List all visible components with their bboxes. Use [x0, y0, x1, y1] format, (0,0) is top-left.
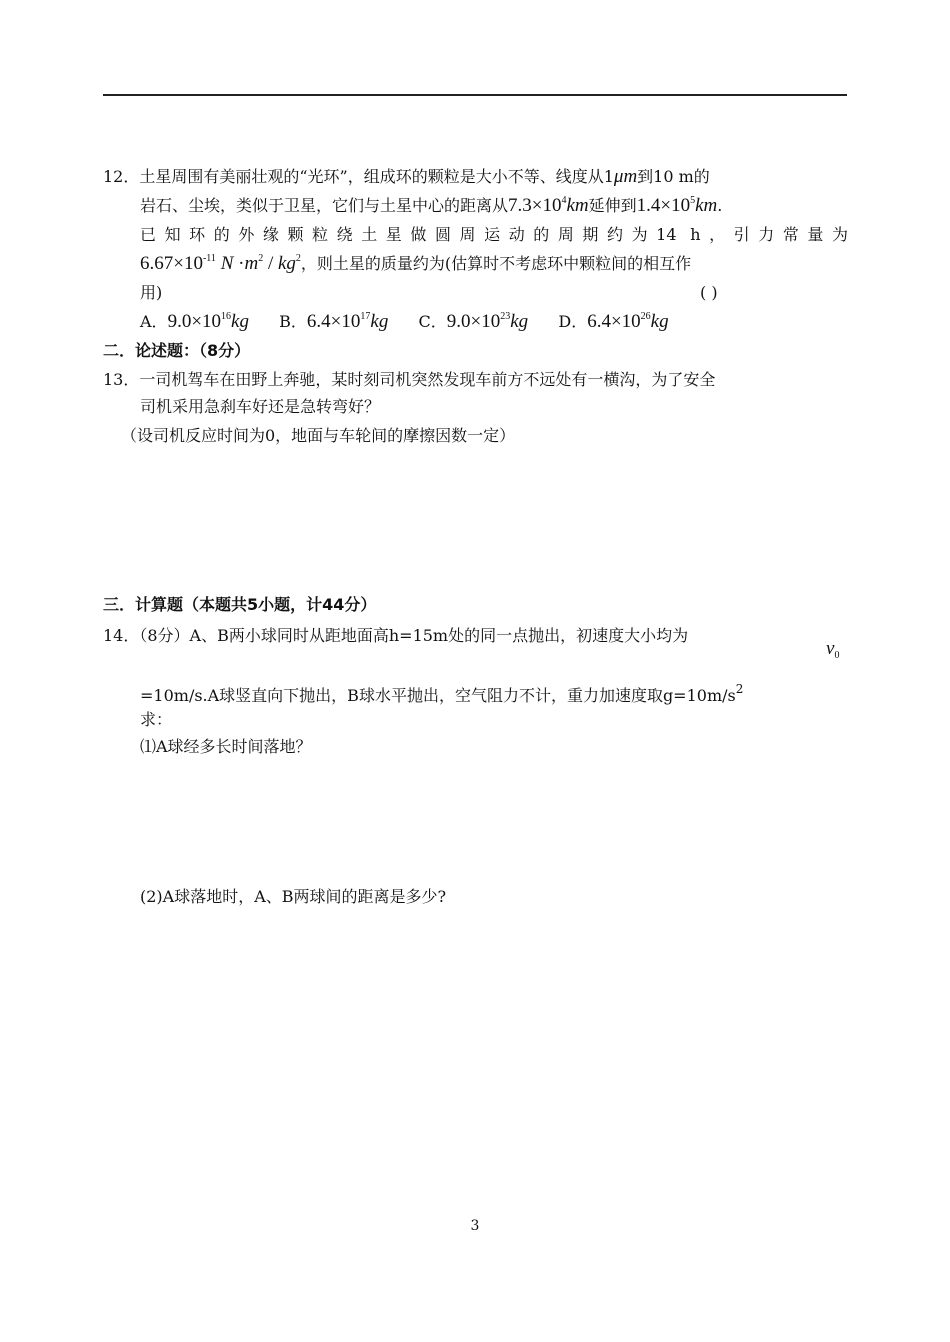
q13-line-1: 13．一司机驾车在田野上奔驰，某时刻司机突然发现车前方不远处有一横沟，为了安全 [103, 370, 716, 389]
q12-line-4: $6.67\times 10^{-11}$ $N \cdot m^2 / kg^2$，则土星的质量约为(估算时不考虑环中颗粒间的相互作 [140, 253, 692, 274]
q13-line-2: 司机采用急刹车好还是急转弯好？ [140, 397, 381, 416]
q12-options [140, 311, 669, 333]
section-2-heading: 二．论述题：（8分） [103, 341, 251, 360]
option-d: D．$6.4\times 10^{26}kg$ [558, 311, 669, 332]
section-3-heading: 三．计算题（本题共5小题，计44分） [103, 595, 377, 614]
q12-line-3: 已知环的外缘颗粒绕土星做圆周运动的周期约为14 h，引力常量为 [140, 225, 848, 244]
page-number: 3 [470, 1218, 480, 1234]
answer-paren: ( ) [700, 283, 718, 302]
q14-part-1: ⑴A球经多长时间落地？ [140, 737, 312, 756]
v0-symbol: $v_0$ [826, 638, 840, 661]
option-b: B．$6.4\times 10^{17}kg$ [279, 311, 389, 332]
distance-outer: $1.4\times 10^5km$ [636, 195, 718, 216]
distance-inner: $7.3\times 10^4km$ [508, 195, 589, 216]
q14-part-2: (2)A球落地时，A、B两球间的距离是多少? [140, 887, 447, 906]
gravitational-constant: $6.67\times 10^{-11}$ $N \cdot m^2 / kg^2$ [140, 253, 301, 274]
q12-line-5: 用) [140, 283, 163, 302]
q14-line-2: =10m/s.A球竖直向下抛出，B球水平抛出，空气阻力不计，重力加速度取$g=10m/s^2$ [140, 682, 744, 705]
q14-line-3: 求： [140, 710, 173, 729]
q12-line-2: 岩石、尘埃，类似于卫星，它们与土星中心的距离从$7.3\times 10^4km$延伸到$1.4\times 10^5km$. [140, 195, 723, 216]
option-c: C．$9.0\times 10^{23}kg$ [418, 311, 529, 332]
q14-line-1: 14．（8分）A、B两小球同时从距地面高h=15m处的同一点抛出，初速度大小均为 [103, 626, 689, 645]
q12-line-1: 12．土星周围有美丽壮观的“光环”，组成环的颗粒是大小不等、线度从1μm到10 m的 [103, 166, 710, 187]
option-a: A．$9.0\times 10^{16}kg$ [140, 311, 249, 332]
header-rule [103, 94, 847, 96]
q13-line-3: （设司机反应时间为0，地面与车轮间的摩擦因数一定） [121, 426, 516, 445]
